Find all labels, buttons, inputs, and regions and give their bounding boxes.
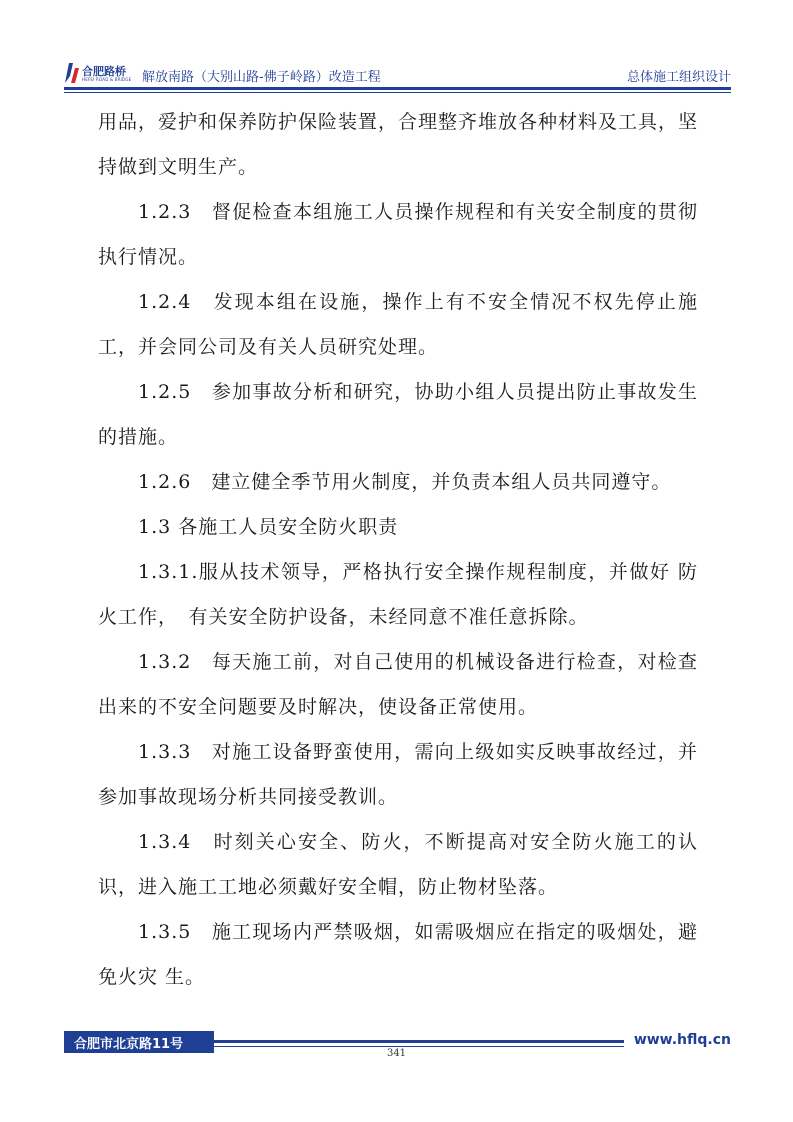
- paragraph: 用品，爱护和保养防护保险装置，合理整齐堆放各种材料及工具，坚持做到文明生产。: [98, 111, 699, 178]
- section-heading: 1.3 各施工人员安全防火职责: [138, 516, 399, 538]
- paragraph: 1.2.5 参加事故分析和研究，协助小组人员提出防止事故发生的措施。: [98, 381, 698, 448]
- logo-mark-icon: [64, 62, 80, 84]
- paragraph: 1.3.2 每天施工前，对自己使用的机械设备进行检查，对检查出来的不安全问题要及时解决，使设备正常使用。: [98, 651, 698, 718]
- paragraph: 1.2.6 建立健全季节用火制度，并负责本组人员共同遵守。: [138, 471, 672, 493]
- project-title: 解放南路（大别山路-佛子岭路）改造工程: [142, 70, 381, 85]
- page-header: [64, 58, 731, 92]
- header-rule: [64, 87, 731, 90]
- footer-rule: [214, 1040, 624, 1043]
- paragraph: 1.2.3 督促检查本组施工人员操作规程和有关安全制度的贯彻执行情况。: [98, 201, 698, 268]
- paragraph: 1.2.4 发现本组在设施，操作上有不安全情况不权先停止施工，并会同公司及有关人员研究处理。: [98, 291, 698, 358]
- footer-url: www.hflq.cn: [633, 1032, 731, 1048]
- paragraph: 1.3.4 时刻关心安全、防火，不断提高对安全防火施工的认识，进入施工工地必须戴好安全帽，防止物材坠落。: [98, 831, 698, 898]
- footer-address: 合肥市北京路11号: [74, 1037, 184, 1052]
- paragraph: 1.3.3 对施工设备野蛮使用，需向上级如实反映事故经过，并参加事故现场分析共同接受教训。: [98, 741, 698, 808]
- logo-text: 合肥路桥: [82, 65, 126, 78]
- footer-rule-thin: [214, 1046, 624, 1047]
- company-logo: [64, 62, 150, 86]
- paragraph: 1.3.1.服从技术领导，严格执行安全操作规程制度，并做好 防火工作， 有关安全防护设备，未经同意不准任意拆除。: [98, 561, 698, 628]
- page-number: 341: [386, 1048, 407, 1059]
- document-body: [98, 100, 698, 1000]
- header-rule-thin: [64, 92, 731, 93]
- section-title: 总体施工组织设计: [626, 70, 731, 85]
- paragraph: 1.3.5 施工现场内严禁吸烟，如需吸烟应在指定的吸烟处，避免火灾 生。: [98, 921, 698, 988]
- logo-subtext: HEFEI ROAD & BRIDGE: [82, 77, 132, 82]
